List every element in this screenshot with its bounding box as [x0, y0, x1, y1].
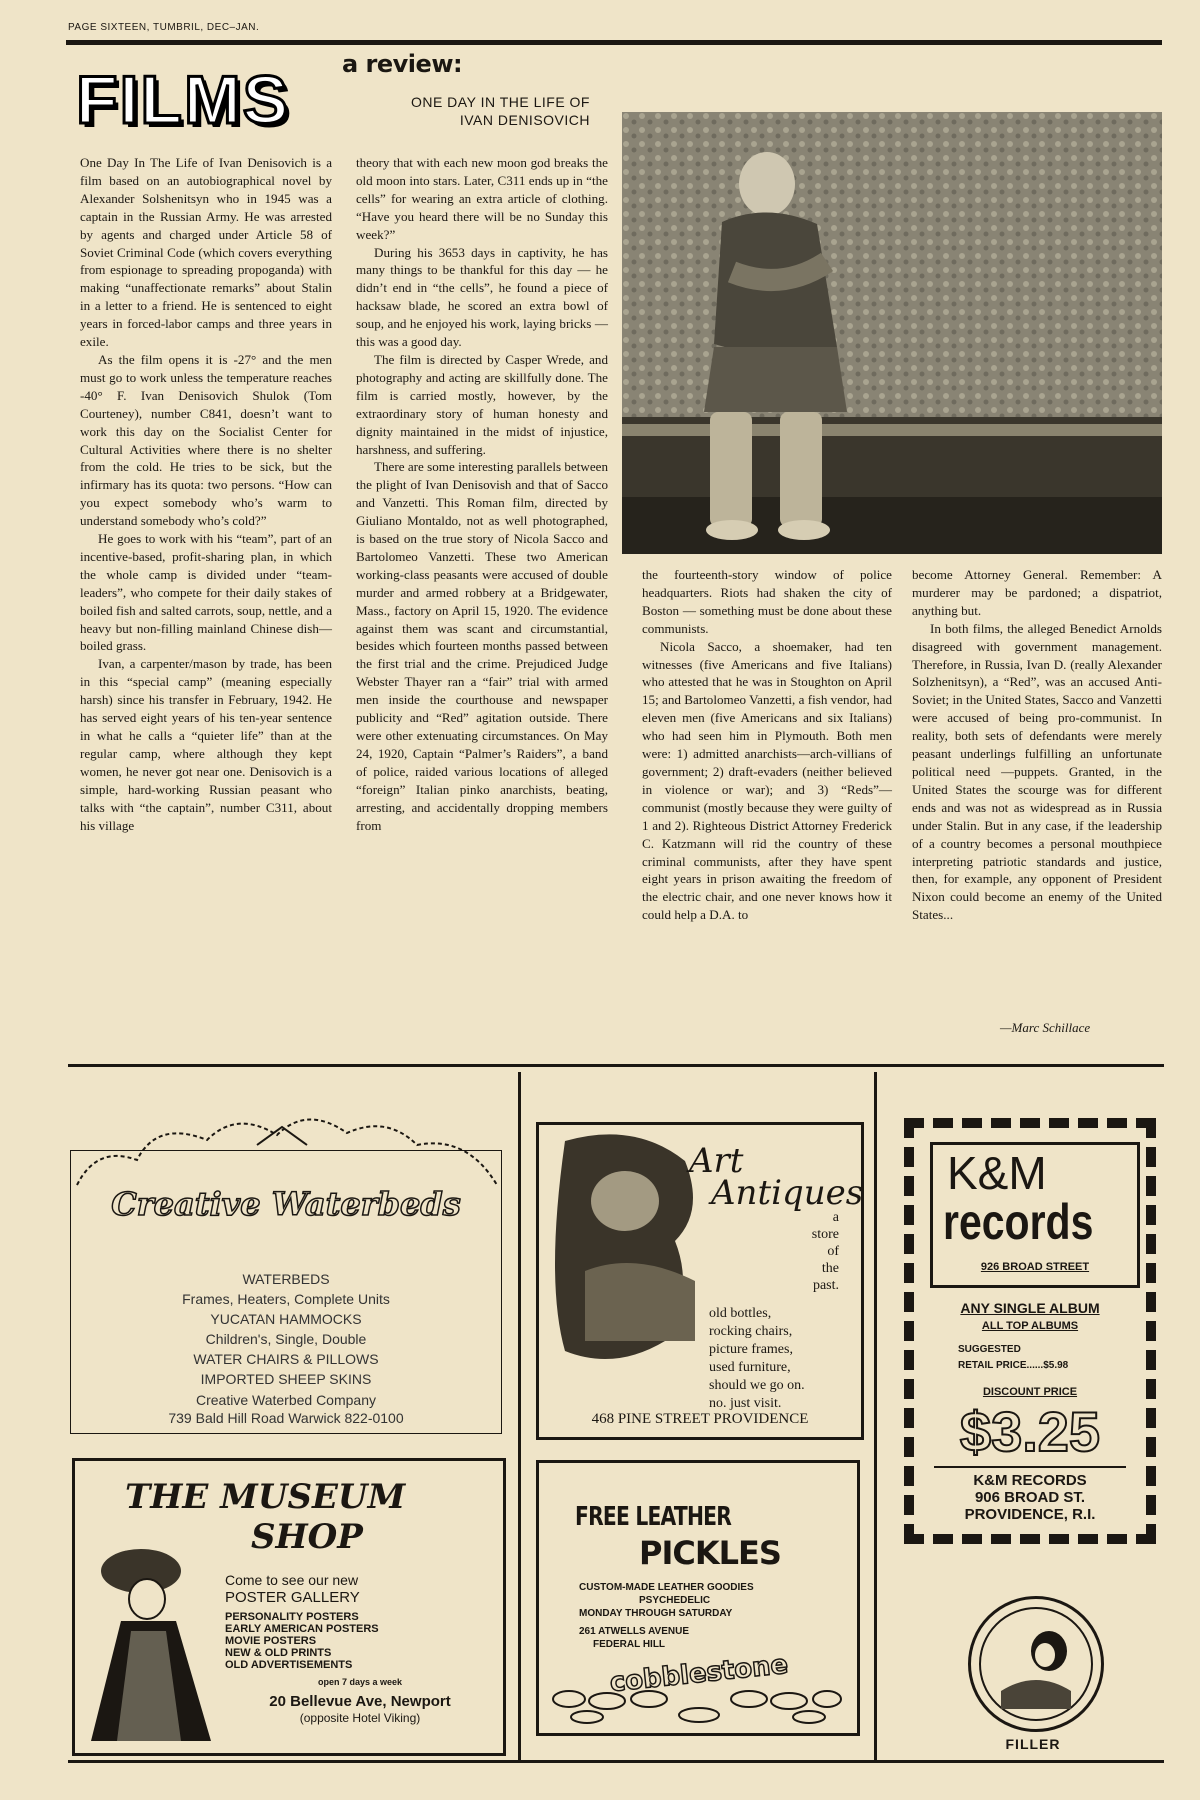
records-address [914, 1472, 1146, 1523]
records-retail [958, 1342, 1068, 1374]
ads-divider-left [518, 1072, 521, 1762]
antiques-item: rocking chairs, [709, 1324, 793, 1339]
tagline-word: past. [812, 1278, 839, 1293]
cloud-illustration [67, 1105, 507, 1195]
antiques-tagline [779, 1209, 839, 1294]
museum-lead [225, 1571, 360, 1607]
waterbeds-company: Creative Waterbed Company [195, 1392, 376, 1408]
waterbeds-list [71, 1269, 501, 1389]
ads-divider-right [874, 1072, 877, 1762]
ads-top-rule [68, 1064, 1164, 1067]
filler-emblem [968, 1596, 1104, 1732]
antiques-items [709, 1305, 855, 1413]
article-column-3 [642, 566, 892, 924]
antiques-title-1: Art [689, 1141, 744, 1181]
waterbeds-line: YUCATAN HAMMOCKS [210, 1311, 362, 1327]
paragraph: In both films, the alleged Benedict Arnolds disagreed with government management. Therefore, in Russia, Ivan D. (really Alexander Solzhenitsyn), a “Red”, was an accused Anti-Soviet; in the United States, Sacco and Vanzetti were accused of being pro-communist. In reality, both sets of defendants were merely peasant underlings fulfilling an unfortunate political need —puppets. Granted, in the United States the scourge was for different ends and was not as widespread as in Russia under Stalin. But in any case, if the leadership of a country becomes a personal mouthpiece interpreting patriotic standards and justice, then, for example, any opponent of President Nixon could become an enemy of the United States... [912, 620, 1162, 923]
paragraph: the fourteenth-story window of police headquarters. Riots had shaken the city of Boston — something must be done about these communists. [642, 567, 892, 636]
leather-line: PSYCHEDELIC [639, 1595, 711, 1606]
leather-lines [579, 1581, 819, 1620]
records-retail-2: RETAIL PRICE......$5.98 [958, 1360, 1069, 1371]
museum-item: OLD ADVERTISEMENTS [225, 1659, 353, 1671]
waterbeds-line: Frames, Heaters, Complete Units [182, 1291, 390, 1307]
antiques-title-2: Antiques [711, 1173, 864, 1213]
kicker: a review: [342, 50, 463, 78]
ad-art-antiques [536, 1122, 864, 1440]
records-street: 926 BROAD STREET [980, 1261, 1090, 1273]
museum-item: PERSONALITY POSTERS [225, 1611, 359, 1623]
museum-items [225, 1611, 379, 1671]
tagline-word: store [811, 1227, 839, 1242]
museum-hours: open 7 days a week [317, 1677, 403, 1687]
ad-free-leather-pickles [536, 1460, 860, 1736]
antiques-item: picture frames, [709, 1342, 793, 1357]
waterbeds-line: WATER CHAIRS & PILLOWS [193, 1351, 379, 1367]
records-offer: ANY SINGLE ALBUM [960, 1300, 1100, 1316]
leather-title-1: FREE LEATHER [575, 1502, 732, 1532]
paragraph: become Attorney General. Remember: A murderer may be pardoned; a dispatriot, anything but. [912, 567, 1162, 618]
ad-creative-waterbeds [70, 1150, 502, 1434]
paragraph: One Day In The Life of Ivan Denisovich is a film based on an autobiographical novel by Alexander Solshenitsyn who in 1945 was a captain in the Russian Army. He was arrested by agents and charged under Article 58 of Soviet Criminal Code (which covers everything from espionage to spreading propoganda) with making “unaffectionate remarks” about Stalin in a letter to a friend. He is sentenced to eight years in forced-labor camps and three years in exile. [80, 155, 332, 350]
leather-address-2: FEDERAL HILL [593, 1639, 666, 1650]
article-subtitle [372, 93, 590, 129]
antiques-item: no. just visit. [709, 1396, 782, 1411]
leather-address-1: 261 ATWELLS AVENUE [579, 1626, 690, 1637]
byline: —Marc Schillace [1000, 1020, 1091, 1035]
waterbeds-line: Children's, Single, Double [205, 1331, 367, 1347]
records-retail-1: SUGGESTED [958, 1344, 1021, 1355]
waterbeds-brand: Creative Waterbeds [111, 1185, 461, 1223]
article-column-4 [912, 566, 1162, 924]
museum-address: 20 Bellevue Ave, Newport [269, 1693, 451, 1710]
records-discount-label: DISCOUNT PRICE [982, 1386, 1078, 1398]
subtitle-line-2: IVAN DENISOVICH [459, 112, 590, 128]
records-address-2: 906 BROAD ST. [974, 1489, 1086, 1506]
museum-title-2: SHOP [251, 1517, 363, 1557]
waterbeds-line: IMPORTED SHEEP SKINS [200, 1371, 372, 1387]
waterbeds-contact [71, 1391, 501, 1427]
paragraph: Ivan, a carpenter/mason by trade, has been in this “special camp” (meaning especially harsh) since his transfer in February, 1942. He has served eight years of his ten-year sentence in what he calls a “quieter life” than at the regular camp, where although they kept women, he never got near one. Denisovich is a simple, hard-working Russian peasant who talks with “the captain”, number C311, about his village [80, 656, 332, 833]
museum-title-1: THE MUSEUM [125, 1477, 406, 1517]
paragraph: theory that with each new moon god breaks the old moon into stars. Later, C311 ends up in “the cells” for wearing an extra article of clothing. “Have you heard there will be no Sunday this week?” [356, 155, 608, 242]
museum-lead-1: Come to see our new [225, 1572, 359, 1588]
tagline-word: of [827, 1244, 839, 1259]
museum-item: NEW & OLD PRINTS [225, 1647, 332, 1659]
records-price: $3.25 [959, 1400, 1101, 1463]
tagline-word: the [821, 1261, 839, 1276]
leather-address [579, 1625, 689, 1651]
paragraph: During his 3653 days in captivity, he has many things to be thankful for this day — he didn’t end in “the cells”, he found a piece of hacksaw blade, he scored an extra bowl of soup, and he enjoyed his work, laying bricks — this was a good day. [356, 244, 608, 350]
antiques-address: 468 PINE STREET PROVIDENCE [591, 1411, 809, 1427]
museum-item: EARLY AMERICAN POSTERS [225, 1623, 379, 1635]
film-still-photo [622, 112, 1162, 554]
records-logo-box [930, 1142, 1140, 1288]
section-title: FILMS [76, 62, 290, 138]
ad-km-records [904, 1118, 1156, 1544]
records-brand-2: records [943, 1194, 1094, 1250]
paragraph: As the film opens it is -27° and the men must go to work unless the temperature reaches -40° F. Ivan Denisovich Shulok (Tom Courteney), number C841, doesn’t want to work this day on the Socialist Center for Cultural Activities where there is no shelter from the cold. He tries to be sick, but the infirmary has its quota: two persons. “How can you expect somebody who’s warm to understand somebody who’s cold?” [80, 351, 332, 529]
leather-line: MONDAY THROUGH SATURDAY [579, 1608, 733, 1619]
antiques-item: should we go on. [709, 1378, 805, 1393]
ad-museum-shop [72, 1458, 506, 1756]
leather-line: CUSTOM-MADE LEATHER GOODIES [579, 1582, 754, 1593]
antiques-item: used furniture, [709, 1360, 791, 1375]
subtitle-line-1: ONE DAY IN THE LIFE OF [410, 94, 590, 110]
museum-item: MOVIE POSTERS [225, 1635, 317, 1647]
ads-bottom-rule [68, 1760, 1164, 1763]
museum-lead-2: POSTER GALLERY [225, 1589, 360, 1606]
leather-title-2: PICKLES [639, 1534, 781, 1572]
top-rule [66, 40, 1162, 45]
waterbeds-line: WATERBEDS [242, 1271, 330, 1287]
waterbeds-address: 739 Bald Hill Road Warwick 822-0100 [168, 1410, 404, 1426]
records-brand-1: K&M [947, 1147, 1047, 1199]
victorian-lady-illustration [81, 1541, 221, 1747]
paragraph: The film is directed by Casper Wrede, and photography and acting are skillfully done. The film is carried mostly, however, by the extraordinary story of human honesty and dignity maintained in the midst of injustice, harshness, and suffering. [356, 351, 608, 457]
filler-label: FILLER [1005, 1736, 1061, 1752]
records-address-1: K&M RECORDS [973, 1472, 1087, 1489]
filler-illustration [971, 1599, 1101, 1729]
article-column-2 [356, 154, 608, 834]
records-rule [934, 1466, 1126, 1468]
page-folio: PAGE SIXTEEN, TUMBRIL, DEC–JAN. [68, 22, 260, 33]
cobblestone-pattern [549, 1685, 845, 1725]
antiques-item: old bottles, [709, 1306, 772, 1321]
museum-note: (opposite Hotel Viking) [299, 1711, 421, 1725]
antiques-title [689, 1141, 864, 1213]
paragraph: Nicola Sacco, a shoemaker, had ten witnesses (five Americans and five Italians) who attested that he was in Stoughton on April 15; and Bartolomeo Vanzetti, a fish vendor, had eleven men (five Americans and six Italians) who had seen him in Plymouth. Both men were: 1) admitted anarchists—arch-villians of government; 2) draft-evaders (neither believed in violence or war); and 3) “Reds”—communist (mostly because they were guilty of 1 and 2). Righteous District Attorney Frederick C. Katzmann will rid the country of these criminal communists, after they have spent eight years in prison awaiting the freedom of the electric chair, and one never knows how it could help a D.A. to [642, 638, 892, 923]
paragraph: There are some interesting parallels between the plight of Ivan Denisovish and that of Sacco and Vanzetti. This Roman film, directed by Giuliano Montaldo, not as well photographed, is based on the true story of Nicola Sacco and Bartolomeo Vanzetti. These two American working-class peasants were accused of double murder and armed robbery at a Bridgewater, Mass., factory on April 15, 1920. The evidence against them was scant and circumstantial, besides which fourteen months passed between the first trial and the crime. Prejudiced Judge Webster Thayer ran a “fair” trial with armed men inside the courthouse and newspaper publicity and “Red” agitation outside. There were other extenuating circumstances. On May 24, 1920, Captain “Palmer’s Raiders”, a band of police, raided various locations of alleged “foreign” Italian pinko anarchists, beating, arresting, and accidentally dropping members from [356, 459, 608, 833]
leather-brand: cobblestone [608, 1649, 790, 1699]
records-address-3: PROVIDENCE, R.I. [964, 1506, 1096, 1523]
records-offer-2: ALL TOP ALBUMS [981, 1320, 1079, 1332]
tagline-word: a [832, 1210, 839, 1225]
article-column-1 [80, 154, 332, 834]
paragraph: He goes to work with his “team”, part of an incentive-based, profit-sharing plan, in which the whole camp is divided under “team-leaders”, who compete for their daily stakes of boiled fish and salted carrots, soup, nettle, and a heavy but non-filling mainland Chinese dish—boiled grass. [80, 531, 332, 654]
